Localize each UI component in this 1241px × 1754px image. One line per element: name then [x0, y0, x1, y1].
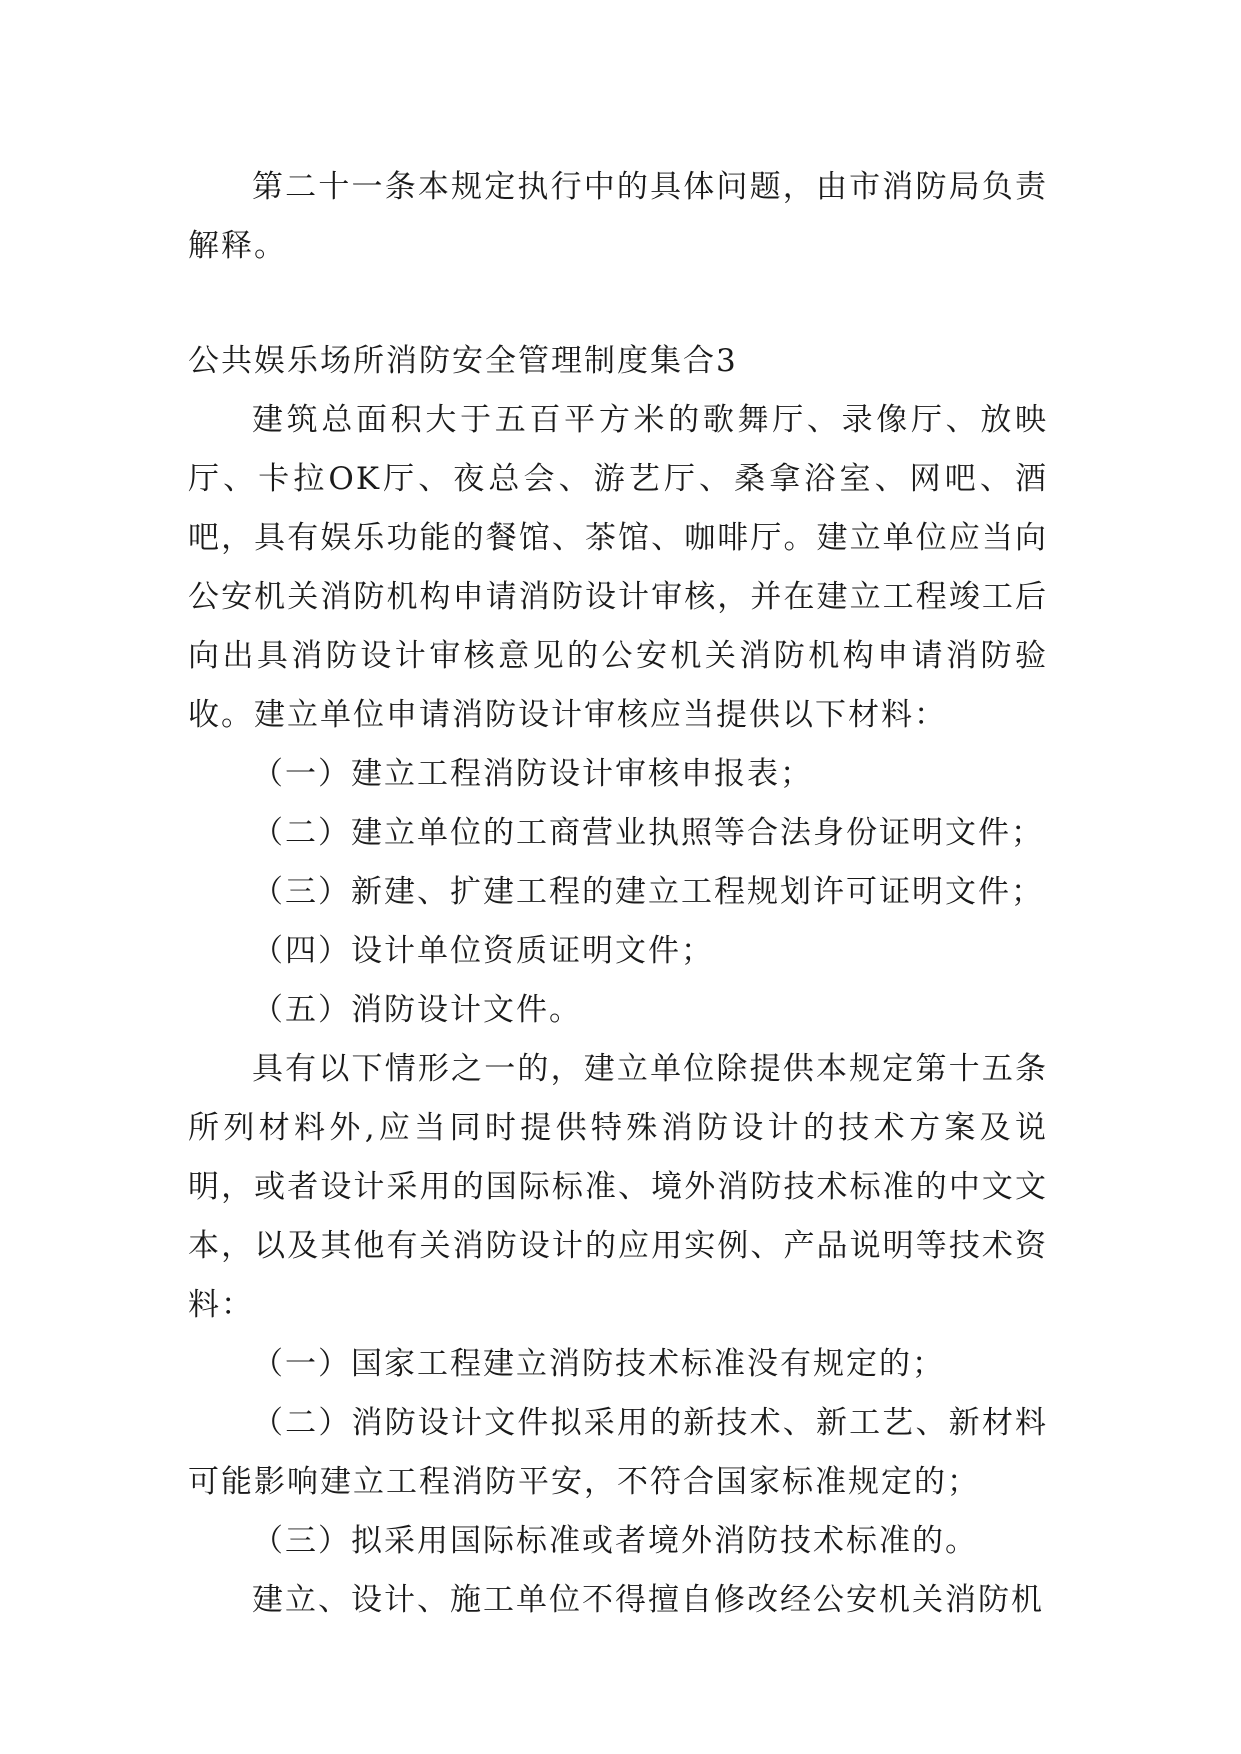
- list-item: （五）消防设计文件。: [252, 992, 582, 1028]
- list-item: （一）建立工程消防设计审核申报表；: [252, 756, 813, 792]
- paragraph-special-cases: 具有以下情形之一的，建立单位除提供本规定第十五条所列材料外,应当同时提供特殊消防设计的技术方案及说明，或者设计采用的国际标准、境外消防技术标准的中文文本，以及其他有关消防设计的应用实例、产品说明等技术资料：: [188, 1051, 1048, 1323]
- list-item: （三）拟采用国际标准或者境外消防技术标准的。: [252, 1523, 978, 1559]
- section-title: 公共娱乐场所消防安全管理制度集合3: [188, 343, 738, 379]
- list-item: （二）消防设计文件拟采用的新技术、新工艺、新材料可能影响建立工程消防平安，不符合国家标准规定的；: [188, 1405, 1048, 1500]
- paragraph-intro: 建筑总面积大于五百平方米的歌舞厅、录像厅、放映厅、卡拉OK厅、夜总会、游艺厅、桑拿浴室、网吧、酒吧，具有娱乐功能的餐馆、茶馆、咖啡厅。建立单位应当向公安机关消防机构申请消防设计审核，并在建立工程竣工后向出具消防设计审核意见的公安机关消防机构申请消防验收。建立单位申请消防设计审核应当提供以下材料：: [188, 402, 1048, 733]
- document-body: [188, 158, 1048, 1630]
- paragraph-article-21: 第二十一条本规定执行中的具体问题，由市消防局负责解释。: [188, 169, 1048, 264]
- paragraph-last: 建立、设计、施工单位不得擅自修改经公安机关消防机: [252, 1582, 1044, 1618]
- list-item: （四）设计单位资质证明文件；: [252, 933, 714, 969]
- list-item: （一）国家工程建立消防技术标准没有规定的；: [252, 1346, 945, 1382]
- list-item: （二）建立单位的工商营业执照等合法身份证明文件；: [252, 815, 1044, 851]
- list-item: （三）新建、扩建工程的建立工程规划许可证明文件；: [252, 874, 1044, 910]
